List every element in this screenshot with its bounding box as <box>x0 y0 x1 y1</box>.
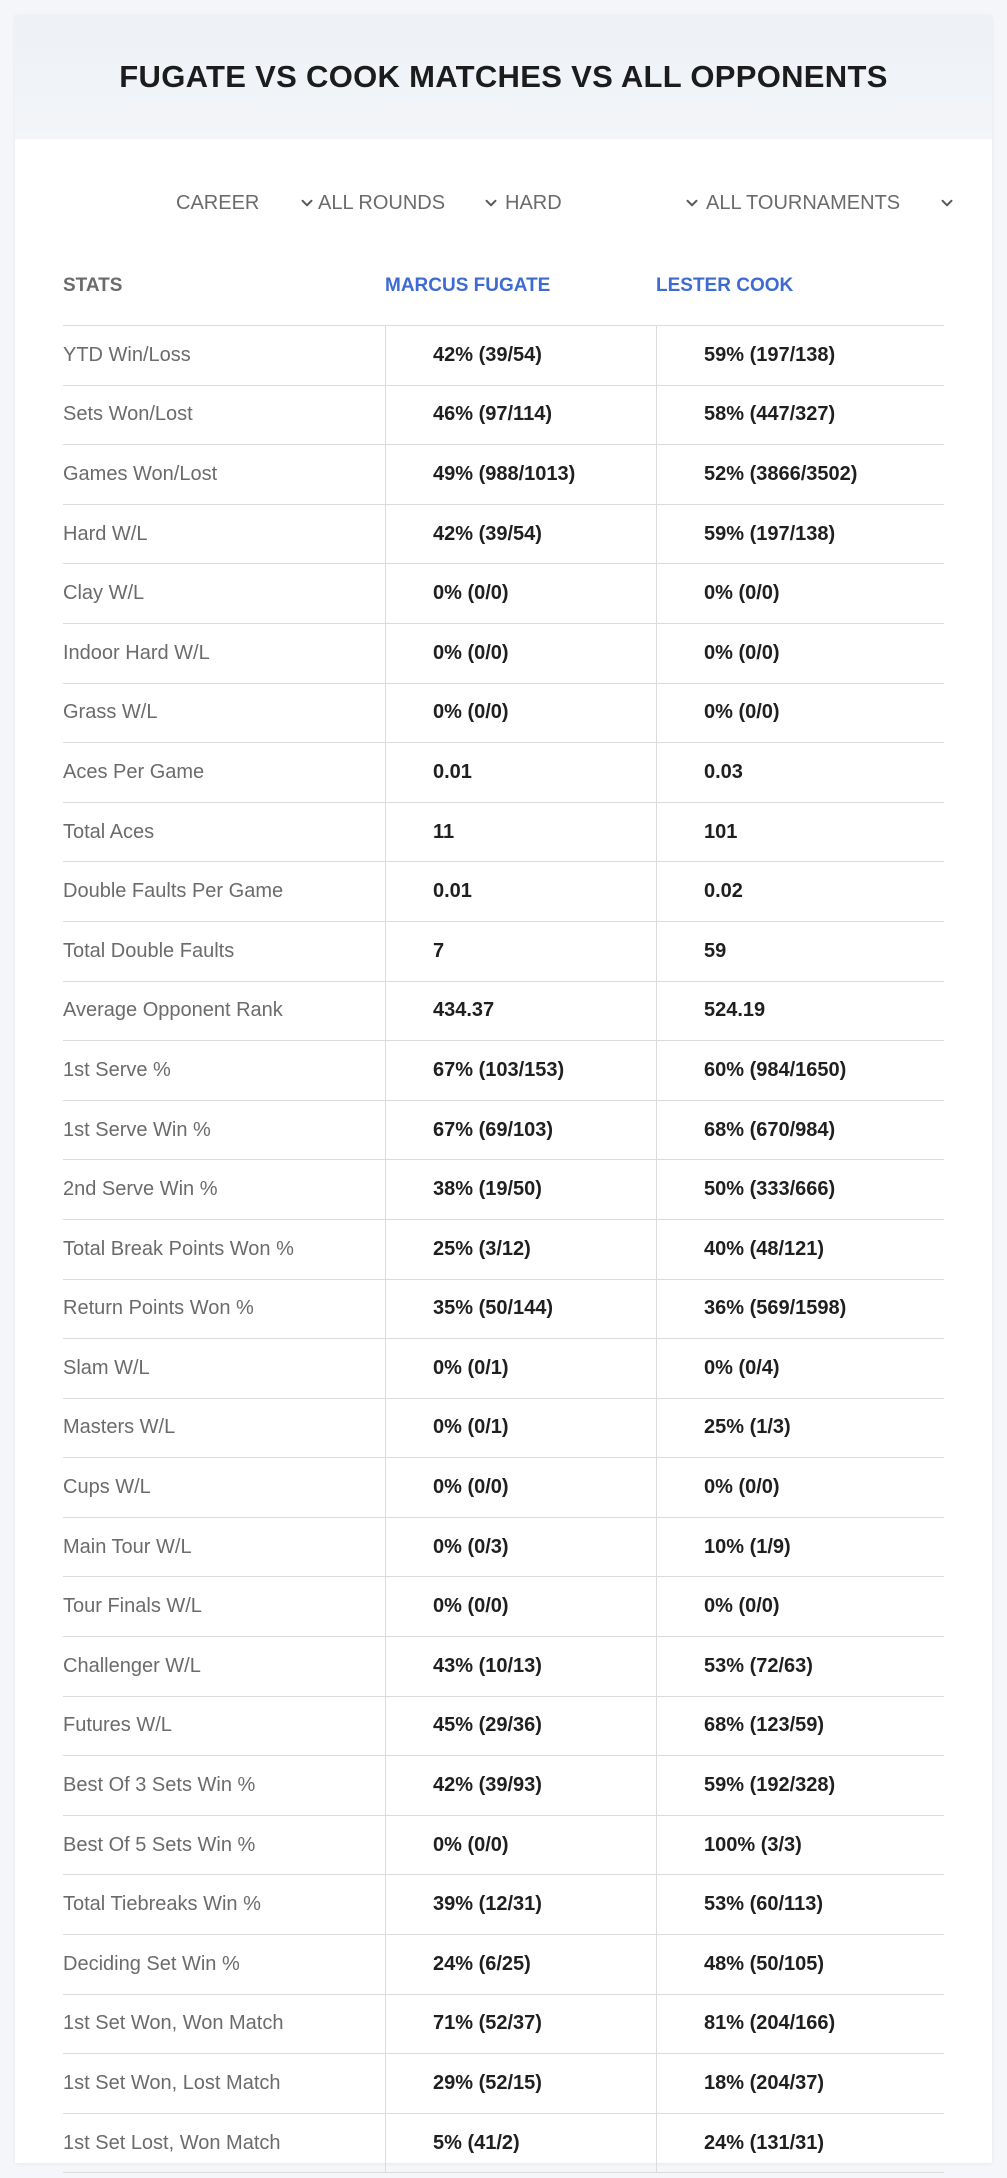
table-row <box>63 1041 944 1101</box>
player-a-value: 46% (97/114) <box>385 386 656 445</box>
player-a-value: 71% (52/37) <box>385 1995 656 2054</box>
table-row <box>63 1995 944 2055</box>
player-b-value: 524.19 <box>656 982 944 1041</box>
player-b-value: 100% (3/3) <box>656 1816 944 1875</box>
table-row <box>63 1101 944 1161</box>
stat-label: Total Aces <box>63 820 155 843</box>
table-row <box>63 1280 944 1340</box>
player-a-value: 42% (39/54) <box>385 505 656 564</box>
table-row <box>63 445 944 505</box>
stat-label: Masters W/L <box>63 1416 176 1439</box>
table-row <box>63 1935 944 1995</box>
chevron-down-icon <box>482 194 500 212</box>
table-row <box>63 2054 944 2114</box>
surface-select-value: HARD <box>505 191 562 214</box>
table-row <box>63 564 944 624</box>
player-b-value: 52% (3866/3502) <box>656 445 944 504</box>
table-row <box>63 1756 944 1816</box>
tournaments-select-value: ALL TOURNAMENTS <box>706 191 901 214</box>
player-a-value: 38% (19/50) <box>385 1160 656 1219</box>
table-row <box>63 1875 944 1935</box>
table-row <box>63 684 944 744</box>
table-row <box>63 982 944 1042</box>
player-b-value: 68% (123/59) <box>656 1697 944 1756</box>
table-row <box>63 1458 944 1518</box>
stat-label: Futures W/L <box>63 1714 172 1737</box>
table-row <box>63 862 944 922</box>
stat-label: Clay W/L <box>63 582 145 605</box>
player-b-value: 58% (447/327) <box>656 386 944 445</box>
player-b-value: 59% (197/138) <box>656 505 944 564</box>
stat-label: 1st Set Won, Lost Match <box>63 2072 281 2095</box>
player-a-value: 42% (39/93) <box>385 1756 656 1815</box>
stat-label: 1st Set Lost, Won Match <box>63 2131 281 2154</box>
table-row <box>63 803 944 863</box>
stat-label: Total Double Faults <box>63 939 235 962</box>
player-b-value: 0% (0/0) <box>656 564 944 623</box>
player-b-value: 48% (50/105) <box>656 1935 944 1994</box>
player-b-value: 0% (0/4) <box>656 1339 944 1398</box>
stat-label: Main Tour W/L <box>63 1535 192 1558</box>
player-a-value: 39% (12/31) <box>385 1875 656 1934</box>
player-b-value: 101 <box>656 803 944 862</box>
surface-select[interactable] <box>505 185 701 221</box>
table-row <box>63 1816 944 1876</box>
chevron-down-icon <box>683 194 701 212</box>
table-row <box>63 1518 944 1578</box>
rounds-select[interactable] <box>318 185 500 221</box>
player-a-value: 0% (0/0) <box>385 1577 656 1636</box>
player-a-value: 45% (29/36) <box>385 1697 656 1756</box>
table-header-row <box>63 247 944 326</box>
player-a-value: 35% (50/144) <box>385 1280 656 1339</box>
stat-label: Hard W/L <box>63 522 148 545</box>
page-title: FUGATE VS COOK MATCHES VS ALL OPPONENTS <box>119 59 888 94</box>
player-a-value: 43% (10/13) <box>385 1637 656 1696</box>
player-a-value: 0% (0/0) <box>385 564 656 623</box>
chevron-down-icon <box>938 194 956 212</box>
player-b-value: 81% (204/166) <box>656 1995 944 2054</box>
player-a-value: 29% (52/15) <box>385 2054 656 2113</box>
player-a-value: 0.01 <box>385 862 656 921</box>
tournaments-select[interactable] <box>706 185 956 221</box>
card-header <box>15 15 992 139</box>
stat-label: 1st Serve % <box>63 1058 171 1081</box>
player-b-value: 59% (192/328) <box>656 1756 944 1815</box>
table-row <box>63 1160 944 1220</box>
player-a-value: 11 <box>385 803 656 862</box>
player-b-value: 10% (1/9) <box>656 1518 944 1577</box>
player-b-value: 0% (0/0) <box>656 684 944 743</box>
chevron-down-icon <box>298 194 316 212</box>
stat-label: Best Of 5 Sets Win % <box>63 1833 256 1856</box>
player-b-value: 60% (984/1650) <box>656 1041 944 1100</box>
player-a-value: 0% (0/1) <box>385 1399 656 1458</box>
player-a-value: 0% (0/0) <box>385 1816 656 1875</box>
player-b-value: 59% (197/138) <box>656 326 944 385</box>
stat-label: Grass W/L <box>63 701 158 724</box>
stat-label: 1st Serve Win % <box>63 1118 211 1141</box>
player-a-value: 0% (0/0) <box>385 684 656 743</box>
stat-label: Average Opponent Rank <box>63 999 283 1022</box>
stat-label: Total Break Points Won % <box>63 1237 294 1260</box>
table-row <box>63 743 944 803</box>
player-b-value: 59 <box>656 922 944 981</box>
player-a-value: 67% (69/103) <box>385 1101 656 1160</box>
stat-label: YTD Win/Loss <box>63 343 191 366</box>
player-b-value: 0% (0/0) <box>656 1458 944 1517</box>
stat-label: Indoor Hard W/L <box>63 641 210 664</box>
player-b-value: 40% (48/121) <box>656 1220 944 1279</box>
player-a-value: 0% (0/1) <box>385 1339 656 1398</box>
stat-label: Games Won/Lost <box>63 462 218 485</box>
period-select-value: CAREER <box>176 191 260 214</box>
player-b-value: 18% (204/37) <box>656 2054 944 2113</box>
player-b-value: 50% (333/666) <box>656 1160 944 1219</box>
player-a-value: 42% (39/54) <box>385 326 656 385</box>
stat-label: Aces Per Game <box>63 760 205 783</box>
table-row <box>63 2114 944 2174</box>
player-b-value: 24% (131/31) <box>656 2114 944 2173</box>
stats-table <box>63 247 944 2173</box>
filter-bar <box>15 185 992 221</box>
player-b-value: 0% (0/0) <box>656 624 944 683</box>
stat-label: Sets Won/Lost <box>63 403 193 426</box>
table-row <box>63 1220 944 1280</box>
period-select[interactable] <box>176 185 316 221</box>
player-b-column-header[interactable]: LESTER COOK <box>656 275 794 296</box>
player-a-value: 5% (41/2) <box>385 2114 656 2173</box>
player-b-value: 36% (569/1598) <box>656 1280 944 1339</box>
table-row <box>63 1637 944 1697</box>
stat-label: 2nd Serve Win % <box>63 1178 218 1201</box>
player-a-value: 7 <box>385 922 656 981</box>
table-row <box>63 1577 944 1637</box>
player-a-value: 67% (103/153) <box>385 1041 656 1100</box>
stat-label: 1st Set Won, Won Match <box>63 2012 284 2035</box>
player-b-value: 0.03 <box>656 743 944 802</box>
rounds-select-value: ALL ROUNDS <box>318 191 446 214</box>
stat-label: Tour Finals W/L <box>63 1595 202 1618</box>
stats-column-header: STATS <box>63 275 123 296</box>
stats-card <box>15 15 992 2163</box>
table-row <box>63 624 944 684</box>
table-row <box>63 1399 944 1459</box>
player-b-value: 53% (60/113) <box>656 1875 944 1934</box>
player-a-column-header[interactable]: MARCUS FUGATE <box>385 275 551 296</box>
table-row <box>63 326 944 386</box>
player-a-value: 25% (3/12) <box>385 1220 656 1279</box>
table-row <box>63 386 944 446</box>
table-body <box>63 326 944 2173</box>
player-a-value: 0% (0/0) <box>385 624 656 683</box>
table-row <box>63 1339 944 1399</box>
table-row <box>63 505 944 565</box>
player-a-value: 49% (988/1013) <box>385 445 656 504</box>
stat-label: Challenger W/L <box>63 1654 201 1677</box>
stat-label: Best Of 3 Sets Win % <box>63 1774 256 1797</box>
player-b-value: 68% (670/984) <box>656 1101 944 1160</box>
player-b-value: 0% (0/0) <box>656 1577 944 1636</box>
player-a-value: 0% (0/3) <box>385 1518 656 1577</box>
player-b-value: 0.02 <box>656 862 944 921</box>
player-a-value: 24% (6/25) <box>385 1935 656 1994</box>
player-a-value: 0.01 <box>385 743 656 802</box>
player-a-value: 434.37 <box>385 982 656 1041</box>
stat-label: Slam W/L <box>63 1356 150 1379</box>
stat-label: Double Faults Per Game <box>63 880 284 903</box>
table-row <box>63 1697 944 1757</box>
player-b-value: 53% (72/63) <box>656 1637 944 1696</box>
stat-label: Deciding Set Win % <box>63 1952 240 1975</box>
stat-label: Total Tiebreaks Win % <box>63 1893 261 1916</box>
stat-label: Cups W/L <box>63 1476 151 1499</box>
player-a-value: 0% (0/0) <box>385 1458 656 1517</box>
table-row <box>63 922 944 982</box>
player-b-value: 25% (1/3) <box>656 1399 944 1458</box>
stat-label: Return Points Won % <box>63 1297 254 1320</box>
